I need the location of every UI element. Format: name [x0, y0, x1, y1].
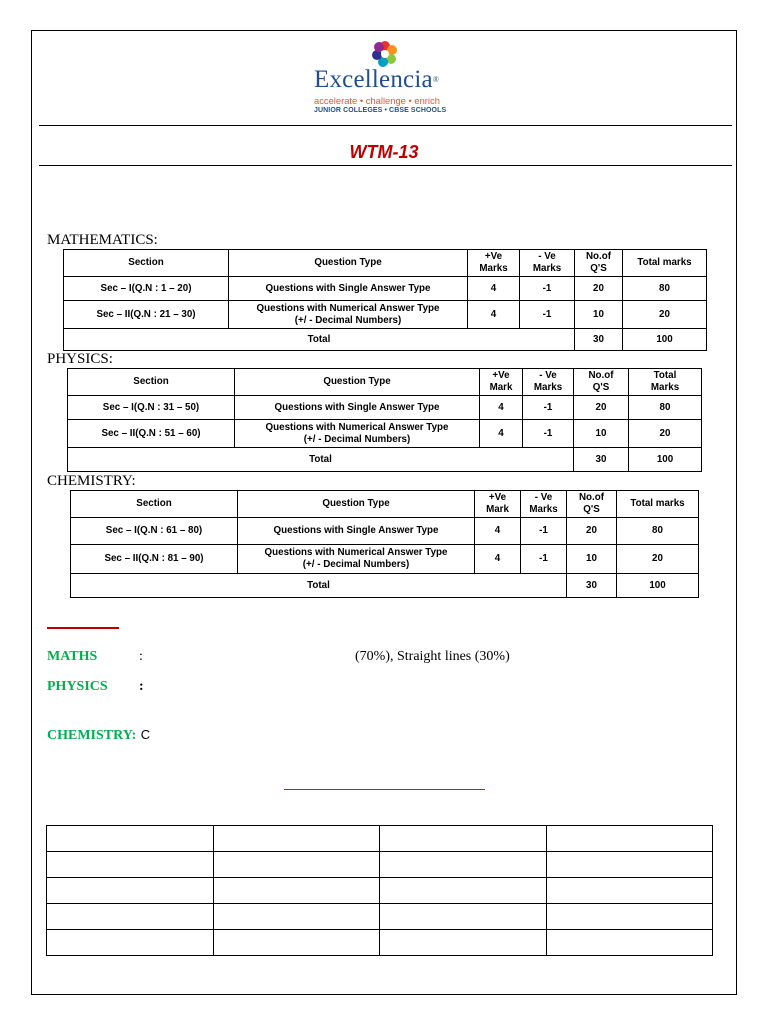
- cell-section: Sec – I(Q.N : 31 – 50): [68, 396, 235, 420]
- cell-positive-marks: 4: [468, 277, 520, 301]
- cell-negative-marks: -1: [520, 301, 575, 329]
- total-label: Total: [71, 574, 567, 598]
- cell-section: Sec – II(Q.N : 21 – 30): [64, 301, 229, 329]
- table-total-row: [71, 574, 699, 598]
- cell-total-marks: 20: [623, 301, 707, 329]
- cell-number-of-questions: 20: [574, 396, 629, 420]
- mathematics-marks-table: [63, 249, 707, 351]
- total-marks: 100: [617, 574, 699, 598]
- purple-divider: [284, 789, 485, 790]
- total-questions: 30: [575, 329, 623, 351]
- logo-wordmark: Excellencia®: [314, 66, 440, 93]
- cell-negative-marks: -1: [523, 420, 574, 448]
- header-negative-marks: - Ve Marks: [521, 491, 567, 518]
- page-title: WTM-13: [349, 142, 419, 162]
- cell-number-of-questions: 10: [574, 420, 629, 448]
- chemistry-syllabus-text: C: [140, 727, 151, 742]
- table-total-row: [68, 448, 702, 472]
- header-negative-marks: - Ve Marks: [520, 250, 575, 277]
- table-row: [71, 518, 699, 545]
- header-bottom-rule: [39, 165, 732, 166]
- syllabus-underline: [47, 627, 119, 629]
- cell-positive-marks: 4: [480, 396, 523, 420]
- header-section: Section: [64, 250, 229, 277]
- total-questions: 30: [574, 448, 629, 472]
- cell-total-marks: 20: [617, 545, 699, 574]
- cell-negative-marks: -1: [521, 518, 567, 545]
- table-row: [47, 930, 713, 956]
- table-row: [47, 852, 713, 878]
- header-number-of-questions: No.of Q'S: [574, 369, 629, 396]
- physics-colon: :: [139, 679, 144, 694]
- table-row: [47, 826, 713, 852]
- total-label: Total: [64, 329, 575, 351]
- cell-total-marks: 20: [629, 420, 702, 448]
- cell-number-of-questions: 20: [575, 277, 623, 301]
- table-row: [47, 878, 713, 904]
- maths-colon: :: [139, 649, 143, 664]
- cell-question-type: Questions with Numerical Answer Type (+/ - Decimal Numbers): [235, 420, 480, 448]
- logo-pinwheel-icon: [371, 40, 399, 68]
- table-header-row: [68, 369, 702, 396]
- physics-marks-table: [67, 368, 702, 472]
- cell-question-type: Questions with Single Answer Type: [229, 277, 468, 301]
- cell-negative-marks: -1: [520, 277, 575, 301]
- chemistry-heading: CHEMISTRY:: [47, 473, 136, 489]
- chemistry-label: CHEMISTRY:: [47, 728, 137, 743]
- total-questions: 30: [567, 574, 617, 598]
- header-negative-marks: - Ve Marks: [523, 369, 574, 396]
- physics-label: PHYSICS: [47, 679, 108, 694]
- table-row: [71, 545, 699, 574]
- table-row: [64, 301, 707, 329]
- header-question-type: Question Type: [235, 369, 480, 396]
- cell-total-marks: 80: [629, 396, 702, 420]
- logo-tagline: accelerate • challenge • enrich: [314, 95, 440, 106]
- header-positive-marks: +Ve Marks: [468, 250, 520, 277]
- blank-grid-table: [46, 825, 713, 956]
- maths-label: MATHS: [47, 649, 98, 664]
- header-question-type: Question Type: [229, 250, 468, 277]
- cell-negative-marks: -1: [523, 396, 574, 420]
- total-marks: 100: [629, 448, 702, 472]
- cell-positive-marks: 4: [475, 518, 521, 545]
- total-label: Total: [68, 448, 574, 472]
- maths-syllabus-text: (70%), Straight lines (30%): [355, 649, 510, 664]
- mathematics-heading: MATHEMATICS:: [47, 232, 158, 248]
- header-number-of-questions: No.of Q'S: [575, 250, 623, 277]
- header-total-marks: Total marks: [617, 491, 699, 518]
- cell-section: Sec – II(Q.N : 51 – 60): [68, 420, 235, 448]
- header-total-marks: Total marks: [623, 250, 707, 277]
- chemistry-syllabus-line: [47, 726, 150, 745]
- cell-positive-marks: 4: [468, 301, 520, 329]
- table-row: [68, 420, 702, 448]
- cell-number-of-questions: 20: [567, 518, 617, 545]
- total-marks: 100: [623, 329, 707, 351]
- cell-section: Sec – II(Q.N : 81 – 90): [71, 545, 238, 574]
- table-row: [47, 904, 713, 930]
- header-section: Section: [68, 369, 235, 396]
- cell-question-type: Questions with Numerical Answer Type (+/ - Decimal Numbers): [229, 301, 468, 329]
- header-question-type: Question Type: [238, 491, 475, 518]
- cell-question-type: Questions with Single Answer Type: [238, 518, 475, 545]
- table-total-row: [64, 329, 707, 351]
- chemistry-marks-table: [70, 490, 699, 598]
- logo-subline: JUNIOR COLLEGES • CBSE SCHOOLS: [314, 107, 447, 114]
- cell-positive-marks: 4: [475, 545, 521, 574]
- physics-heading: PHYSICS:: [47, 351, 113, 367]
- cell-section: Sec – I(Q.N : 61 – 80): [71, 518, 238, 545]
- cell-total-marks: 80: [617, 518, 699, 545]
- table-header-row: [64, 250, 707, 277]
- cell-number-of-questions: 10: [567, 545, 617, 574]
- cell-total-marks: 80: [623, 277, 707, 301]
- cell-positive-marks: 4: [480, 420, 523, 448]
- table-header-row: [71, 491, 699, 518]
- cell-section: Sec – I(Q.N : 1 – 20): [64, 277, 229, 301]
- cell-number-of-questions: 10: [575, 301, 623, 329]
- header-total-marks: Total Marks: [629, 369, 702, 396]
- table-row: [64, 277, 707, 301]
- table-row: [68, 396, 702, 420]
- header-positive-marks: +Ve Mark: [475, 491, 521, 518]
- header-positive-marks: +Ve Mark: [480, 369, 523, 396]
- header-number-of-questions: No.of Q'S: [567, 491, 617, 518]
- cell-question-type: Questions with Single Answer Type: [235, 396, 480, 420]
- header-section: Section: [71, 491, 238, 518]
- cell-question-type: Questions with Numerical Answer Type (+/ - Decimal Numbers): [238, 545, 475, 574]
- header-top-rule: [39, 125, 732, 126]
- cell-negative-marks: -1: [521, 545, 567, 574]
